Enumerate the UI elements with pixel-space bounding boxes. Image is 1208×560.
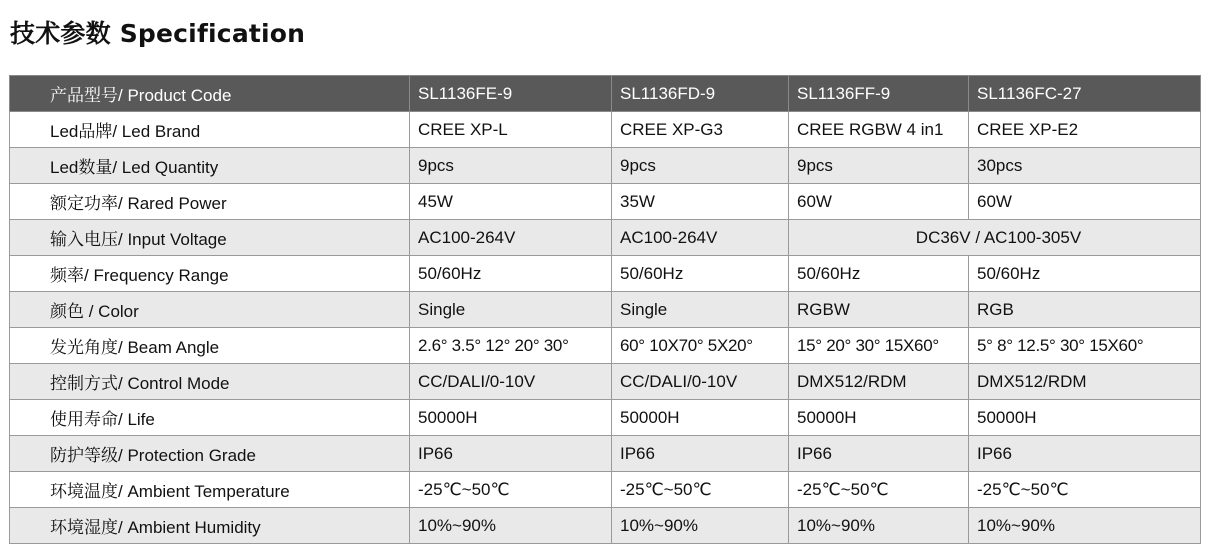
row-label: 防护等级/ Protection Grade (10, 436, 410, 472)
table-cell: 50000H (410, 400, 612, 436)
table-row (10, 400, 1201, 436)
table-cell: Single (612, 292, 789, 328)
table-cell: -25℃~50℃ (612, 472, 789, 508)
table-cell: 50/60Hz (969, 256, 1201, 292)
table-cell: 30pcs (969, 148, 1201, 184)
table-cell: 50/60Hz (612, 256, 789, 292)
table-row (10, 112, 1201, 148)
row-label: 频率/ Frequency Range (10, 256, 410, 292)
header-cell-label: 产品型号/ Product Code (10, 76, 410, 112)
table-row (10, 364, 1201, 400)
table-cell: 50/60Hz (789, 256, 969, 292)
table-cell: 60W (969, 184, 1201, 220)
table-cell: 35W (612, 184, 789, 220)
table-row (10, 292, 1201, 328)
merged-cell: DC36V / AC100-305V (789, 220, 1201, 256)
row-label: 颜色 / Color (10, 292, 410, 328)
header-cell-model: SL1136FF-9 (789, 76, 969, 112)
table-cell: DMX512/RDM (969, 364, 1201, 400)
specification-table (9, 75, 1201, 544)
table-cell: 50/60Hz (410, 256, 612, 292)
row-label: 发光角度/ Beam Angle (10, 328, 410, 364)
table-cell: 10%~90% (410, 508, 612, 544)
table-row (10, 184, 1201, 220)
table-cell: CREE XP-E2 (969, 112, 1201, 148)
table-cell: 10%~90% (612, 508, 789, 544)
table-cell: 9pcs (612, 148, 789, 184)
row-label: 输入电压/ Input Voltage (10, 220, 410, 256)
table-row (10, 220, 1201, 256)
table-cell: RGB (969, 292, 1201, 328)
header-cell-model: SL1136FC-27 (969, 76, 1201, 112)
table-cell: 60W (789, 184, 969, 220)
table-cell: 50000H (612, 400, 789, 436)
table-cell: 2.6° 3.5° 12° 20° 30° (410, 328, 612, 364)
header-cell-model: SL1136FE-9 (410, 76, 612, 112)
table-cell: AC100-264V (410, 220, 612, 256)
table-cell: CC/DALI/0-10V (410, 364, 612, 400)
table-cell: IP66 (612, 436, 789, 472)
table-cell: 10%~90% (789, 508, 969, 544)
row-label: 环境温度/ Ambient Temperature (10, 472, 410, 508)
table-row (10, 472, 1201, 508)
table-cell: CC/DALI/0-10V (612, 364, 789, 400)
header-cell-model: SL1136FD-9 (612, 76, 789, 112)
table-cell: Single (410, 292, 612, 328)
table-cell: -25℃~50℃ (410, 472, 612, 508)
table-cell: 60° 10X70° 5X20° (612, 328, 789, 364)
row-label: 使用寿命/ Life (10, 400, 410, 436)
row-label: 环境湿度/ Ambient Humidity (10, 508, 410, 544)
row-label: 控制方式/ Control Mode (10, 364, 410, 400)
table-cell: 45W (410, 184, 612, 220)
table-row (10, 436, 1201, 472)
table-cell: 10%~90% (969, 508, 1201, 544)
table-cell: 50000H (969, 400, 1201, 436)
table-cell: CREE XP-L (410, 112, 612, 148)
table-cell: IP66 (789, 436, 969, 472)
row-label: 额定功率/ Rared Power (10, 184, 410, 220)
table-cell: IP66 (410, 436, 612, 472)
page-title: 技术参数 Specification (10, 19, 306, 48)
table-cell: -25℃~50℃ (969, 472, 1201, 508)
table-cell: RGBW (789, 292, 969, 328)
table-cell: IP66 (969, 436, 1201, 472)
table-cell: 50000H (789, 400, 969, 436)
table-row (10, 148, 1201, 184)
row-label: Led数量/ Led Quantity (10, 148, 410, 184)
table-row (10, 328, 1201, 364)
row-label: Led品牌/ Led Brand (10, 112, 410, 148)
table-cell: CREE RGBW 4 in1 (789, 112, 969, 148)
table-row (10, 508, 1201, 544)
table-cell: AC100-264V (612, 220, 789, 256)
table-cell: 15° 20° 30° 15X60° (789, 328, 969, 364)
table-header-row (10, 76, 1201, 112)
table-cell: 9pcs (789, 148, 969, 184)
table-cell: 9pcs (410, 148, 612, 184)
table-cell: DMX512/RDM (789, 364, 969, 400)
table-row (10, 256, 1201, 292)
table-cell: 5° 8° 12.5° 30° 15X60° (969, 328, 1201, 364)
table-cell: -25℃~50℃ (789, 472, 969, 508)
table-cell: CREE XP-G3 (612, 112, 789, 148)
